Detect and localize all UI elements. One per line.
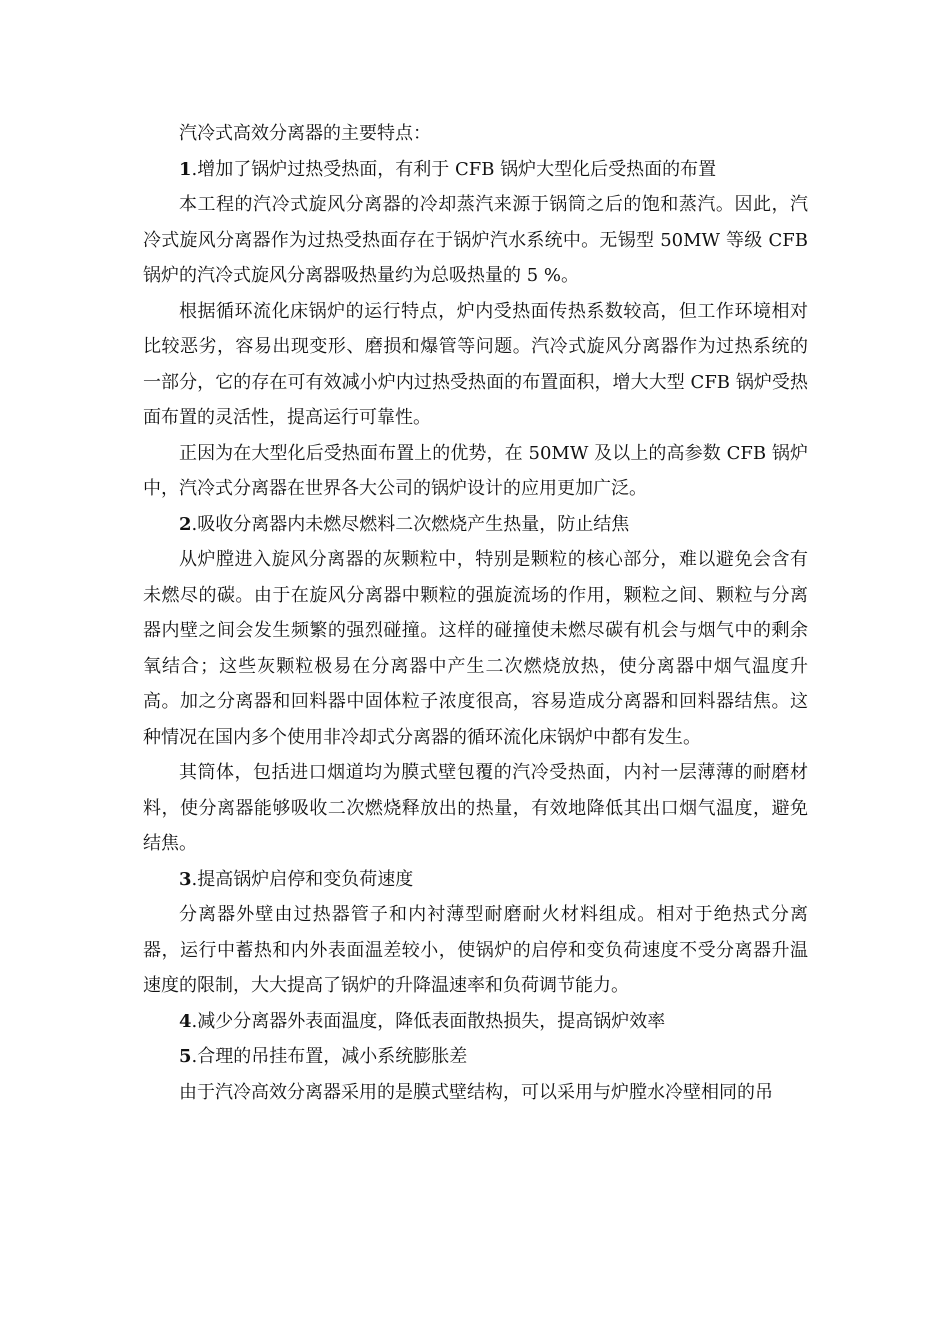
section-5-number: 5	[179, 1046, 192, 1067]
document-page	[143, 116, 808, 1110]
section-1-title: .增加了锅炉过热受热面，有利于 CFB 锅炉大型化后受热面的布置	[191, 158, 717, 180]
section-1-paragraph-1: 本工程的汽冷式旋风分离器的冷却蒸汽来源于锅筒之后的饱和蒸汽。因此，汽冷式旋风分离器作为过热受热面存在于锅炉汽水系统中。无锡型 50MW 等级 CFB 锅炉的汽冷式旋风分离器吸热量约为总吸热量的 5 %。	[143, 194, 808, 286]
section-5-title: .合理的吊挂布置，减小系统膨胀差	[191, 1046, 468, 1067]
section-3-heading	[143, 862, 808, 898]
section-2-paragraph-2: 其筒体，包括进口烟道均为膜式壁包覆的汽冷受热面，内衬一层薄薄的耐磨材料，使分离器能够吸收二次燃烧释放出的热量，有效地降低其出口烟气温度，避免结焦。	[143, 762, 808, 854]
section-1-number: 1	[179, 158, 192, 180]
section-2-paragraph-1: 从炉膛进入旋风分离器的灰颗粒中，特别是颗粒的核心部分，难以避免会含有未燃尽的碳。由于在旋风分离器中颗粒的强旋流场的作用，颗粒之间、颗粒与分离器内壁之间会发生频繁的强烈碰撞。这样的碰撞使未燃尽碳有机会与烟气中的剩余氧结合；这些灰颗粒极易在分离器中产生二次燃烧放热，使分离器中烟气温度升高。加之分离器和回料器中固体粒子浓度很高，容易造成分离器和回料器结焦。这种情况在国内多个使用非冷却式分离器的循环流化床锅炉中都有发生。	[143, 549, 808, 748]
section-5-heading	[143, 1039, 808, 1075]
section-1-paragraph-2: 根据循环流化床锅炉的运行特点，炉内受热面传热系数较高，但工作环境相对比较恶劣，容易出现变形、磨损和爆管等问题。汽冷式旋风分离器作为过热系统的一部分，它的存在可有效减小炉内过热受热面的布置面积，增大大型 CFB 锅炉受热面布置的灵活性，提高运行可靠性。	[143, 300, 808, 428]
section-1-paragraph-3: 正因为在大型化后受热面布置上的优势，在 50MW 及以上的高参数 CFB 锅炉中，汽冷式分离器在世界各大公司的锅炉设计的应用更加广泛。	[143, 442, 808, 499]
section-3-title: .提高锅炉启停和变负荷速度	[191, 868, 414, 890]
section-2-heading	[143, 507, 808, 543]
section-4-title: .减少分离器外表面温度，降低表面散热损失，提高锅炉效率	[191, 1010, 666, 1032]
section-2-title: .吸收分离器内未燃尽燃料二次燃烧产生热量，防止结焦	[191, 513, 630, 535]
section-4-heading	[143, 1004, 808, 1040]
section-3-number: 3	[179, 868, 192, 890]
section-5-paragraph-1: 由于汽冷高效分离器采用的是膜式壁结构，可以采用与炉膛水冷壁相同的吊	[179, 1081, 773, 1103]
section-1-heading	[143, 152, 808, 188]
section-4-number: 4	[179, 1010, 192, 1032]
section-3-paragraph-1: 分离器外壁由过热器管子和内衬薄型耐磨耐火材料组成。相对于绝热式分离器，运行中蓄热和内外表面温差较小，使锅炉的启停和变负荷速度不受分离器升温速度的限制，大大提高了锅炉的升降温速率和负荷调节能力。	[143, 904, 808, 996]
intro-paragraph: 汽冷式高效分离器的主要特点：	[179, 123, 431, 144]
section-2-number: 2	[179, 513, 192, 535]
